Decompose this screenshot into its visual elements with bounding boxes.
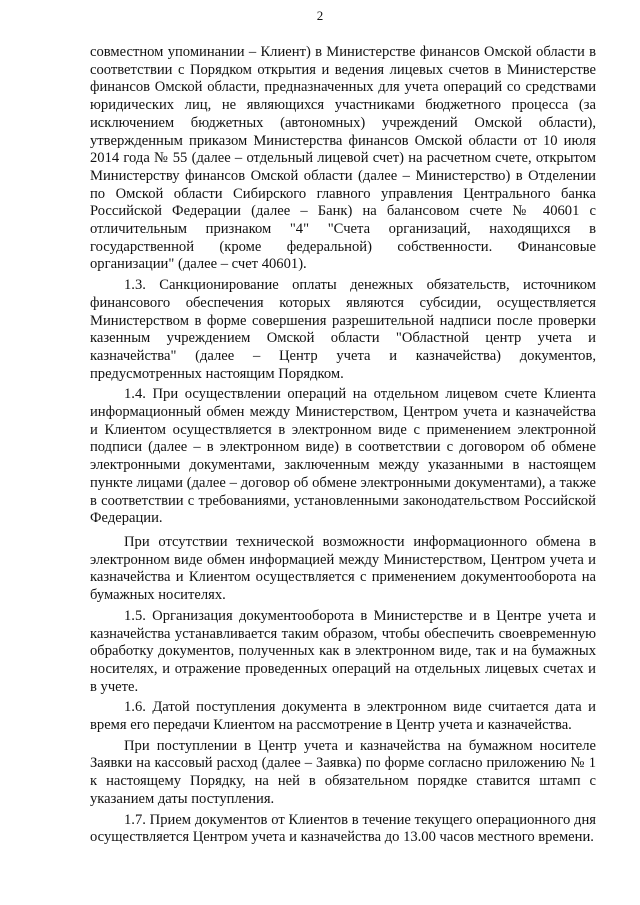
paragraph-1-6: 1.6. Датой поступления документа в электронном виде считается дата и время его передачи Клиентом на рассмотрение в Центр учета и казначейства. [90, 699, 596, 734]
paragraph-1-3: 1.3. Санкционирование оплаты денежных обязательств, источником финансового обеспечения которых являются субсидии, осуществляется Министерством в форме совершения разрешительной надписи после проверки казенным учреждением Омской области "Областной центр учета и казначейства" (далее – Центр учета и казначейства) документов, предусмотренных настоящим Порядком. [90, 277, 596, 382]
paragraph-1-4-paper-exchange: При отсутствии технической возможности информационного обмена в электронном виде обмен информацией между Министерством, Центром учета и казначейства и Клиентом осуществляется с применением документооборота на бумажных носителях. [90, 533, 596, 604]
paragraph-continuation: совместном упоминании – Клиент) в Министерстве финансов Омской области в соответствии с Порядком открытия и ведения лицевых счетов в Министерстве финансов Омской области, предназначенных для учета операций со средствами юридических лиц, не являющихся участниками бюджетного процесса (за исключением бюджетных (автономных) учреждений Омской области), утвержденным приказом Министерства финансов Омской области от 10 июля 2014 года № 55 (далее – отдельный лицевой счет) на расчетном счете, открытом Министерству финансов Омской области (далее – Министерство) в Отделении по Омской области Сибирского главного управления Центрального банка Российской Федерации (далее – Банк) на балансовом счете № 40601 с отличительным признаком "4" "Счета организаций, находящихся в государственной (кроме федеральной) собственности. Финансовые организации" (далее – счет 40601). [90, 44, 596, 273]
document-body [90, 44, 596, 847]
paragraph-1-5: 1.5. Организация документооборота в Министерстве и в Центре учета и казначейства устанавливается таким образом, чтобы обеспечить своевременную обработку документов, полученных как в электронном виде, так и на бумажных носителях, и отражение проведенных операций на отдельных лицевых счетах и в учете. [90, 607, 596, 695]
paragraph-1-6-paper-receipt: При поступлении в Центр учета и казначейства на бумажном носителе Заявки на кассовый расход (далее – Заявка) по форме согласно приложению № 1 к настоящему Порядку, на ней в обязательном порядке ставится штамп с указанием даты поступления. [90, 737, 596, 807]
page-number: 2 [316, 8, 324, 23]
paragraph-1-4: 1.4. При осуществлении операций на отдельном лицевом счете Клиента информационный обмен между Министерством, Центром учета и казначейства и Клиентом осуществляется в электронном виде с применением электронной подписи (далее – в электронном виде) в соответствии с договором об обмене электронными документами, заключенным между указанными в настоящем пункте лицами (далее – договор об обмене электронными документами), а также в соответствии с требованиями, установленными законодательством Российской Федерации. [90, 386, 596, 527]
paragraph-1-7: 1.7. Прием документов от Клиентов в течение текущего операционного дня осуществляется Центром учета и казначейства до 13.00 часов местного времени. [90, 811, 596, 846]
